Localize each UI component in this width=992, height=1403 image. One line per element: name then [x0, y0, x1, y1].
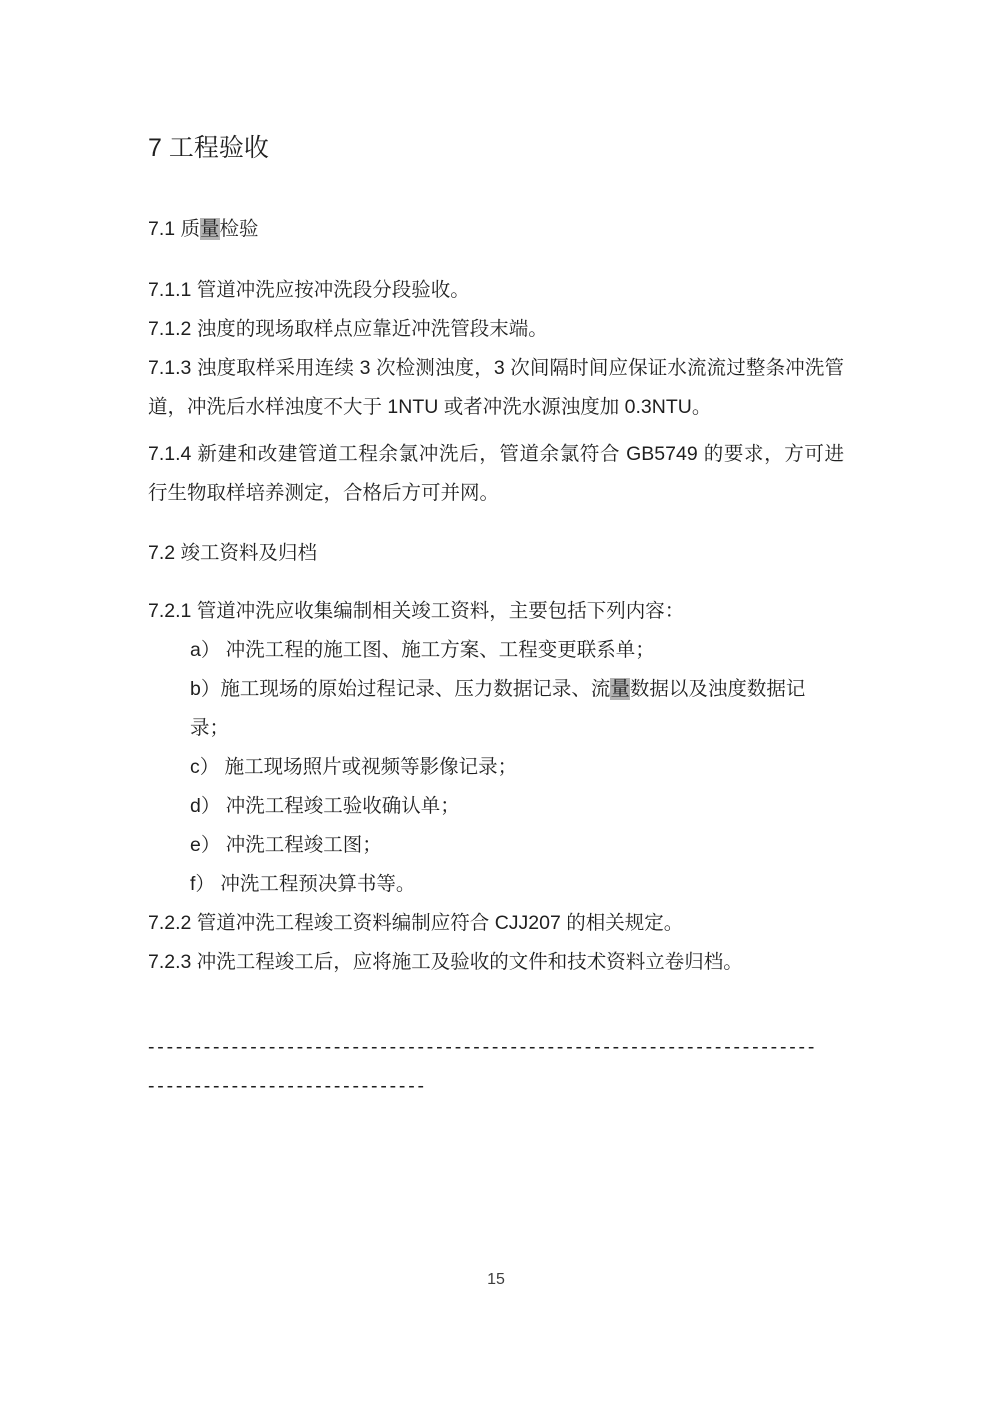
section-heading-7-1-post: 检验 [219, 218, 259, 240]
list-item-e: e） 冲洗工程竣工图； [190, 834, 382, 856]
page-number: 15 [487, 1271, 505, 1288]
search-highlight: 量 [200, 218, 220, 240]
page-content [148, 0, 844, 1106]
list-item-b-pre: b）施工现场的原始过程记录、压力数据记录、流 [190, 678, 611, 700]
clause-7-2-1: 7.2.1 管道冲洗应收集编制相关竣工资料，主要包括下列内容： [148, 600, 685, 622]
clause-7-1-2: 7.1.2 浊度的现场取样点应靠近冲洗管段末端。 [148, 318, 548, 340]
separator-dashes [148, 1028, 844, 1106]
clause-7-1-1: 7.1.1 管道冲洗应按冲洗段分段验收。 [148, 279, 470, 301]
list-item-c: c） 施工现场照片或视频等影像记录； [190, 756, 518, 778]
chapter-title: 7 工程验收 [148, 134, 269, 162]
section-heading-7-2: 7.2 竣工资料及归档 [148, 542, 318, 564]
clause-7-2-3: 7.2.3 冲洗工程竣工后，应将施工及验收的文件和技术资料立卷归档。 [148, 951, 743, 973]
list-item-b-post: 数据以及浊度数据记录； [190, 678, 806, 739]
clause-7-1-4: 7.1.4 新建和改建管道工程余氯冲洗后，管道余氯符合 GB5749 的要求，方可进行生物取样培养测定，合格后方可并网。 [148, 443, 844, 504]
section-heading-7-1-pre: 7.1 质 [148, 218, 201, 240]
section-heading-7-1 [148, 210, 844, 249]
completion-materials-list [148, 631, 844, 904]
list-item-a: a） 冲洗工程的施工图、施工方案、工程变更联系单； [190, 639, 655, 661]
separator-line-2: ------------------------------ [148, 1075, 427, 1097]
clause-7-2-2: 7.2.2 管道冲洗工程竣工资料编制应符合 CJJ207 的相关规定。 [148, 912, 684, 934]
list-item-b [190, 670, 844, 748]
separator-line-1: ------------------------------------------------------------------------ [148, 1036, 818, 1058]
search-highlight: 量 [610, 678, 630, 700]
clause-7-1-3: 7.1.3 浊度取样采用连续 3 次检测浊度，3 次间隔时间应保证水流流过整条冲洗管道，冲洗后水样浊度不大于 1NTU 或者冲洗水源浊度加 0.3NTU。 [148, 357, 844, 418]
list-item-f: f） 冲洗工程预决算书等。 [190, 873, 416, 895]
list-item-d: d） 冲洗工程竣工验收确认单； [190, 795, 460, 817]
